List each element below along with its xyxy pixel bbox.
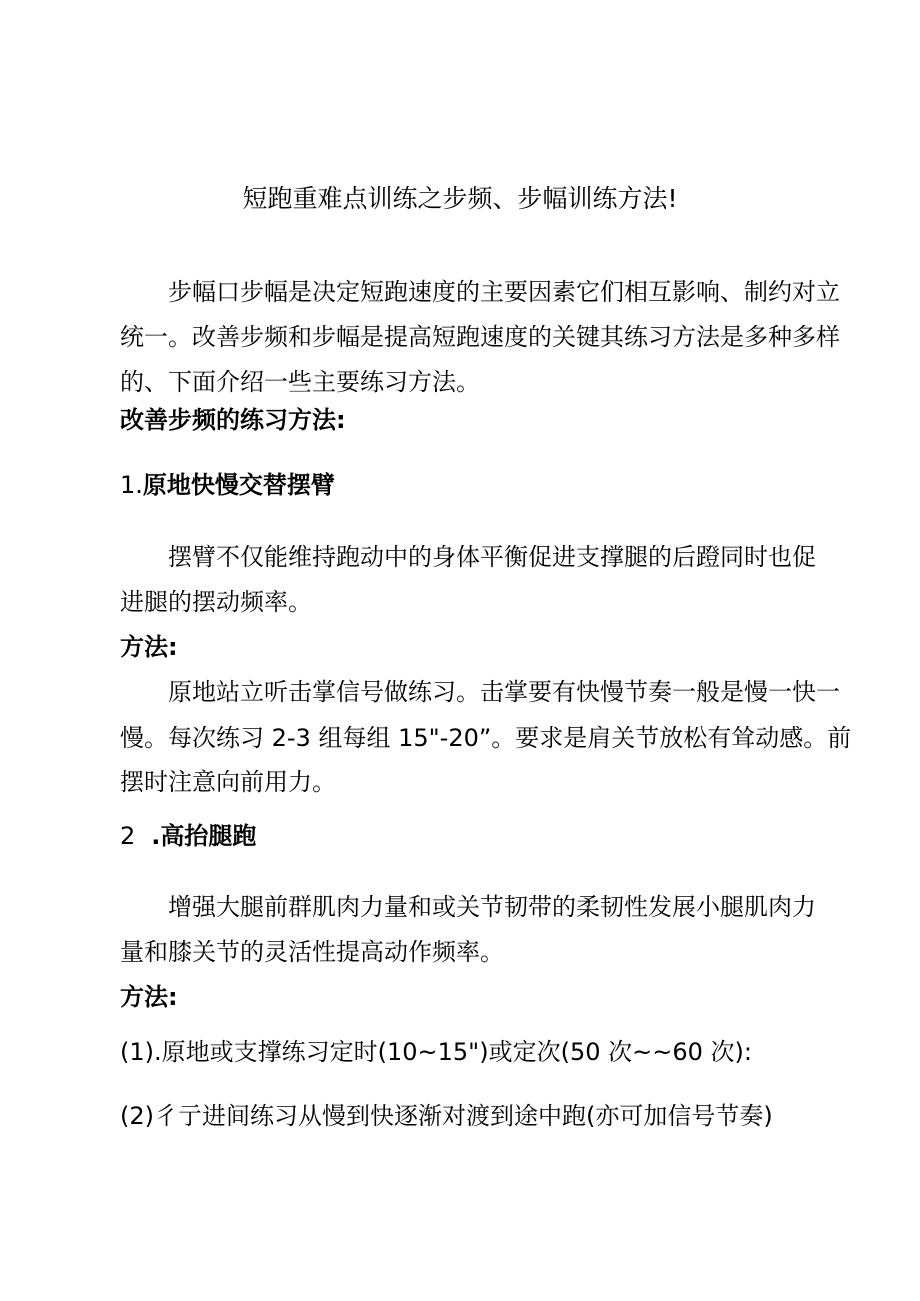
intro-line-3: 的、下面介绍一些主要练习方法。 <box>120 368 480 396</box>
intro-line-2: 统一。改善步频和步幅是提高短跑速度的关键其练习方法是多种多样 <box>120 323 840 351</box>
intro-line-1: 步幅口步幅是决定短跑速度的主要因素它们相互影响、制约对立 <box>168 278 840 306</box>
item-1-desc-line-1: 摆臂不仅能维持跑动中的身体平衡促进支撑腿的后蹬同时也促 <box>168 543 816 571</box>
item-2-title: .高抬腿跑 <box>151 822 257 850</box>
item-1-number: 1. <box>120 471 143 499</box>
item-1-method-line-3: 摆时注意向前用力。 <box>120 768 336 796</box>
item-1-method-line-2: 慢。每次练习 2-3 组每组 15"-20”。要求是肩关节放松有耸动感。前 <box>120 724 852 752</box>
document-title: 短跑重难点训练之步频、步幅训练方法! <box>242 184 678 213</box>
item-2-desc-line-1: 增强大腿前群肌肉力量和或关节韧带的柔韧性发展小腿肌肉力 <box>168 893 816 921</box>
item-1-method-line-1: 原地站立听击掌信号做练习。击掌要有快慢节奏一般是慢一快一 <box>168 678 840 706</box>
item-2-method-label: 方法: <box>120 983 178 1011</box>
section-heading: 改善步频的练习方法: <box>120 406 346 434</box>
item-2-desc-line-2: 量和膝关节的灵活性提高动作频率。 <box>120 938 504 966</box>
item-1-heading <box>120 470 335 500</box>
item-2-number: 2 <box>120 822 136 850</box>
item-1-desc-line-2: 进腿的摆动频率。 <box>120 588 312 616</box>
item-1-method-label: 方法: <box>120 633 178 661</box>
item-2-step-1: (1).原地或支撑练习定时(10~15")或定次(50 次~~60 次): <box>120 1038 752 1066</box>
item-1-title: 原地快慢交替摆臂 <box>142 471 335 499</box>
item-2-step-2: (2)彳亍进间练习从慢到快逐渐对渡到途中跑(亦可加信号节奏) <box>120 1102 773 1130</box>
item-2-heading <box>120 821 256 851</box>
